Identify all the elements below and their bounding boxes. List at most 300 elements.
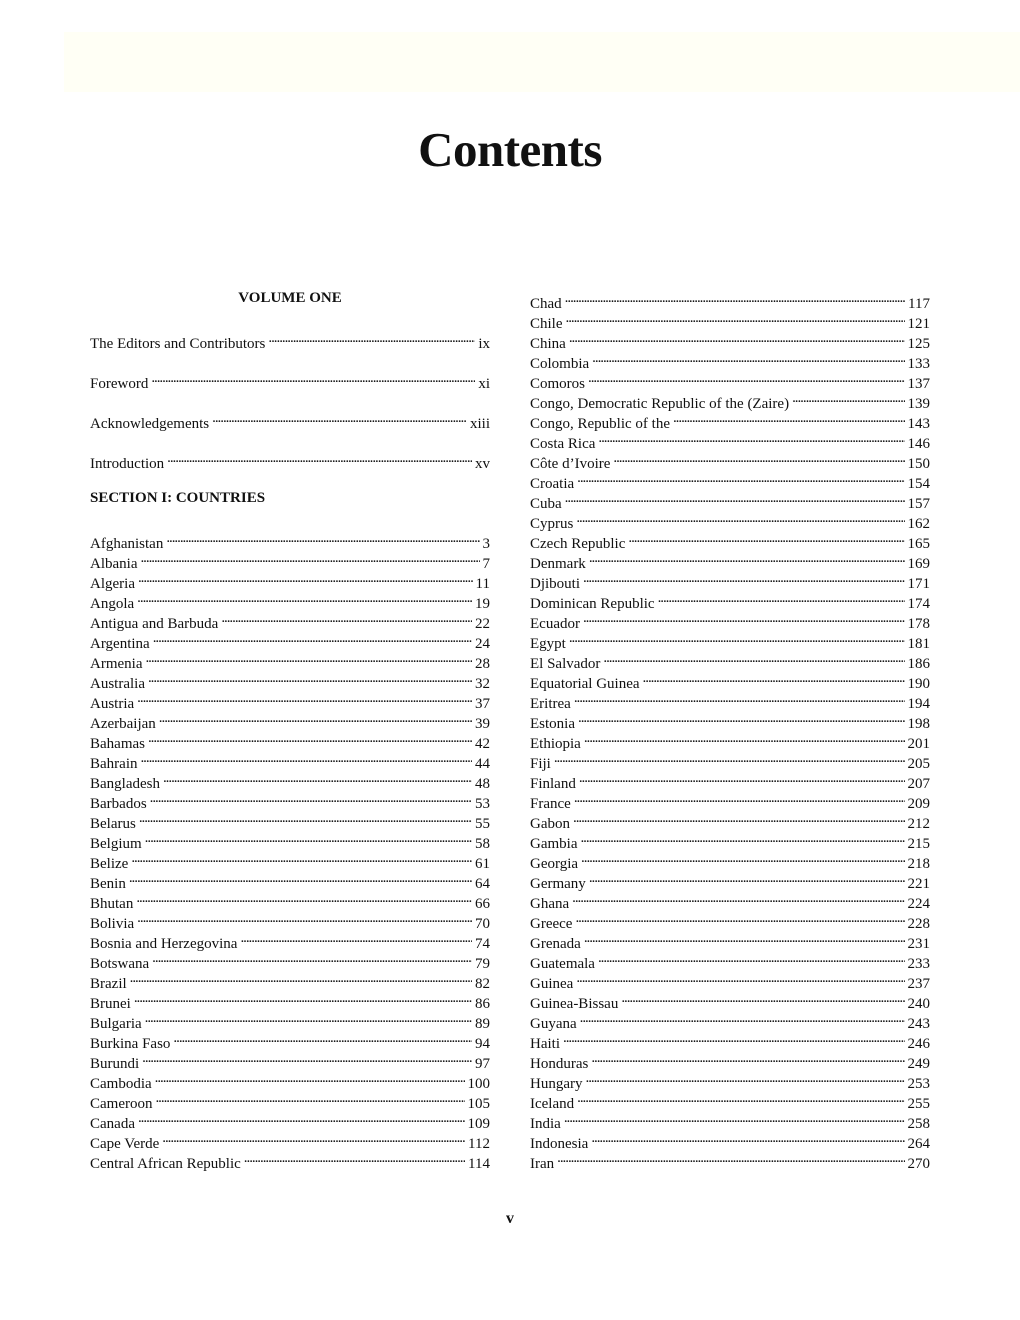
toc-entry[interactable] (530, 688, 930, 712)
toc-entry-page: 178 (905, 614, 931, 634)
toc-entry-label: Cuba (530, 496, 562, 512)
toc-entry-label: Gambia (530, 836, 578, 852)
toc-entry[interactable] (90, 908, 490, 932)
toc-entry-page: 137 (905, 374, 931, 394)
toc-entry-page: 150 (905, 454, 931, 474)
dot-leader (138, 568, 473, 588)
toc-entry-label: El Salvador (530, 656, 601, 672)
toc-entry-page: 58 (472, 834, 490, 854)
dot-leader (576, 508, 904, 528)
toc-entry-label: Comoros (530, 376, 586, 392)
dot-leader (240, 928, 472, 948)
toc-entry-page: 246 (905, 1034, 931, 1054)
toc-entry[interactable] (90, 688, 490, 712)
dot-leader (643, 668, 905, 688)
toc-entry-page: 74 (472, 934, 490, 954)
toc-entry-label: Bolivia (90, 916, 135, 932)
toc-entry[interactable] (90, 888, 490, 912)
dot-leader (588, 368, 904, 388)
toc-entry[interactable] (530, 1068, 930, 1092)
dot-leader (621, 988, 904, 1008)
dot-leader (131, 848, 472, 868)
toc-entry-label: Australia (90, 676, 145, 692)
dot-leader (584, 928, 905, 948)
dot-leader (577, 468, 904, 488)
dot-leader (574, 788, 905, 808)
dot-leader (569, 328, 905, 348)
toc-entry-page: 212 (905, 814, 931, 834)
toc-entry[interactable] (90, 588, 490, 612)
dot-leader (142, 1048, 472, 1068)
toc-entry[interactable] (530, 1108, 930, 1132)
toc-entry-label: Hungary (530, 1076, 583, 1092)
toc-entry-page: 258 (905, 1114, 931, 1134)
dot-leader (580, 828, 904, 848)
volume-heading: VOLUME ONE (238, 290, 342, 306)
toc-entry[interactable] (530, 488, 930, 512)
toc-entry[interactable] (530, 868, 930, 892)
toc-entry[interactable] (530, 908, 930, 932)
toc-entry-page: 114 (465, 1154, 490, 1174)
toc-entry[interactable] (530, 1088, 930, 1112)
toc-entry-label: Equatorial Guinea (530, 676, 640, 692)
toc-entry-page: 264 (905, 1134, 931, 1154)
toc-entry-page: xiii (467, 414, 490, 434)
toc-entry[interactable] (90, 968, 490, 992)
toc-entry-page: 186 (905, 654, 931, 674)
dot-leader (137, 688, 472, 708)
dot-leader (151, 368, 475, 388)
toc-entry-page: xv (472, 454, 490, 474)
toc-entry-label: Brunei (90, 996, 131, 1012)
toc-entry-page: 190 (905, 674, 931, 694)
toc-entry-page: 231 (905, 934, 931, 954)
toc-entry-page: 3 (480, 534, 491, 554)
dot-leader (591, 1128, 904, 1148)
toc-entry-page: 61 (472, 854, 490, 874)
toc-entry-label: Introduction (90, 456, 165, 472)
toc-entry[interactable] (90, 448, 490, 472)
toc-entry-page: 7 (480, 554, 491, 574)
dot-leader (628, 528, 904, 548)
toc-entry-label: Haiti (530, 1036, 560, 1052)
dot-leader (163, 768, 472, 788)
toc-entry-page: 207 (905, 774, 931, 794)
toc-entry-label: Fiji (530, 756, 551, 772)
toc-entry-page: 224 (905, 894, 931, 914)
dot-leader (557, 1148, 904, 1168)
dot-leader (586, 1068, 905, 1088)
toc-entry[interactable] (90, 788, 490, 812)
toc-entry-label: Germany (530, 876, 586, 892)
toc-entry[interactable] (90, 668, 490, 692)
toc-entry[interactable] (90, 1068, 490, 1092)
toc-entry-label: Guyana (530, 1016, 577, 1032)
dot-leader (153, 628, 472, 648)
dot-leader (589, 868, 905, 888)
dot-leader (673, 408, 905, 428)
toc-entry-label: Bahamas (90, 736, 145, 752)
toc-entry-page: 243 (905, 1014, 931, 1034)
toc-entry[interactable] (90, 1128, 490, 1152)
dot-leader (583, 568, 904, 588)
toc-entry[interactable] (90, 548, 490, 572)
toc-entry-label: Costa Rica (530, 436, 596, 452)
toc-entry[interactable] (530, 768, 930, 792)
toc-entry[interactable] (530, 808, 930, 832)
toc-entry-label: Bahrain (90, 756, 138, 772)
toc-entry[interactable] (90, 748, 490, 772)
dot-leader (573, 808, 905, 828)
dot-leader (155, 1068, 465, 1088)
toc-entry-label: Dominican Republic (530, 596, 655, 612)
toc-entry-page: 44 (472, 754, 490, 774)
dot-leader (592, 348, 904, 368)
dot-leader (613, 448, 904, 468)
toc-entry[interactable] (530, 528, 930, 552)
toc-entry-page: 209 (905, 794, 931, 814)
toc-entry-page: 157 (905, 494, 931, 514)
toc-entry-label: Georgia (530, 856, 579, 872)
toc-entry-page: 105 (465, 1094, 491, 1114)
toc-entry-label: France (530, 796, 571, 812)
dot-leader (565, 288, 905, 308)
toc-entry-label: Bosnia and Herzegovina (90, 936, 238, 952)
toc-entry[interactable] (530, 1028, 930, 1052)
toc-entry[interactable] (530, 928, 930, 952)
toc-entry[interactable] (530, 888, 930, 912)
dot-leader (575, 908, 904, 928)
toc-entry[interactable] (530, 988, 930, 1012)
toc-entry[interactable] (530, 708, 930, 732)
dot-leader (565, 488, 905, 508)
page-number: v (506, 1210, 514, 1227)
toc-entry-page: 32 (472, 674, 490, 694)
toc-entry[interactable] (530, 608, 930, 632)
toc-entry-label: Brazil (90, 976, 127, 992)
toc-entry-label: Cambodia (90, 1076, 152, 1092)
toc-entry-page: 82 (472, 974, 490, 994)
toc-entry[interactable] (530, 308, 930, 332)
toc-entry-label: Cape Verde (90, 1136, 160, 1152)
toc-entry[interactable] (90, 328, 490, 352)
toc-entry-page: 181 (905, 634, 931, 654)
dot-leader (159, 708, 472, 728)
toc-entry-label: Burkina Faso (90, 1036, 171, 1052)
toc-entry-page: 205 (905, 754, 931, 774)
toc-entry-page: 100 (465, 1074, 491, 1094)
dot-leader (173, 1028, 472, 1048)
toc-entry-label: Colombia (530, 356, 590, 372)
dot-leader (598, 428, 904, 448)
toc-entry-label: Antigua and Barbuda (90, 616, 219, 632)
toc-entry[interactable] (530, 1008, 930, 1032)
toc-entry[interactable] (90, 528, 490, 552)
toc-entry-label: Belarus (90, 816, 136, 832)
toc-entry[interactable] (90, 1008, 490, 1032)
dot-leader (152, 948, 472, 968)
toc-entry[interactable] (90, 408, 490, 432)
toc-entry-label: Honduras (530, 1056, 589, 1072)
toc-entry-page: 165 (905, 534, 931, 554)
toc-entry-page: 237 (905, 974, 931, 994)
toc-entry-label: Afghanistan (90, 536, 164, 552)
dot-leader (580, 1008, 905, 1028)
toc-entry-page: 28 (472, 654, 490, 674)
toc-entry-page: xi (475, 374, 490, 394)
toc-entry[interactable] (90, 1028, 490, 1052)
toc-entry-page: 221 (905, 874, 931, 894)
toc-entry[interactable] (90, 928, 490, 952)
toc-entry-label: Algeria (90, 576, 135, 592)
toc-entry-label: Bangladesh (90, 776, 160, 792)
dot-leader (137, 908, 472, 928)
dot-leader (138, 1108, 465, 1128)
toc-entry[interactable] (90, 988, 490, 1012)
toc-entry-label: Croatia (530, 476, 575, 492)
toc-entry[interactable] (90, 728, 490, 752)
dot-leader (576, 968, 904, 988)
toc-entry-label: Central African Republic (90, 1156, 241, 1172)
toc-entry-page: 11 (473, 574, 490, 594)
toc-entry-label: Iceland (530, 1096, 575, 1112)
country-list-right (530, 288, 930, 1172)
dot-leader (268, 328, 475, 348)
toc-entry-label: Indonesia (530, 1136, 589, 1152)
toc-entry[interactable] (90, 708, 490, 732)
toc-column-left (90, 288, 490, 1172)
toc-entry-label: Grenada (530, 936, 581, 952)
country-list-left (90, 528, 490, 1172)
dot-leader (584, 728, 905, 748)
toc-entry[interactable] (90, 608, 490, 632)
toc-entry[interactable] (530, 728, 930, 752)
toc-entry-label: Guatemala (530, 956, 595, 972)
toc-entry[interactable] (90, 368, 490, 392)
toc-entry-label: Burundi (90, 1056, 140, 1072)
toc-entry[interactable] (530, 1148, 930, 1172)
toc-entry-label: Czech Republic (530, 536, 626, 552)
dot-leader (145, 828, 472, 848)
toc-entry-page: 53 (472, 794, 490, 814)
toc-entry-page: 109 (465, 1114, 491, 1134)
toc-entry-page: 89 (472, 1014, 490, 1034)
toc-entry-page: 112 (465, 1134, 490, 1154)
toc-entry-page: 255 (905, 1094, 931, 1114)
dot-leader (591, 1048, 904, 1068)
toc-entry-page: ix (475, 334, 490, 354)
toc-entry-label: Benin (90, 876, 126, 892)
toc-entry[interactable] (530, 328, 930, 352)
dot-leader (569, 628, 905, 648)
dot-leader (150, 788, 472, 808)
toc-entry[interactable] (530, 828, 930, 852)
toc-entry-label: Austria (90, 696, 135, 712)
section-heading: SECTION I: COUNTRIES (90, 490, 266, 506)
dot-leader (564, 1108, 905, 1128)
toc-entry[interactable] (90, 648, 490, 672)
toc-entry-page: 201 (905, 734, 931, 754)
toc-entry-page: 218 (905, 854, 931, 874)
toc-entry-page: 233 (905, 954, 931, 974)
toc-entry[interactable] (530, 648, 930, 672)
dot-leader (658, 588, 905, 608)
dot-leader (129, 868, 472, 888)
toc-entry-label: Foreword (90, 376, 149, 392)
toc-entry[interactable] (530, 368, 930, 392)
toc-entry-page: 228 (905, 914, 931, 934)
dot-leader (579, 768, 905, 788)
toc-entry-label: Iran (530, 1156, 555, 1172)
dot-leader (148, 668, 472, 688)
toc-entry-label: Congo, Democratic Republic of the (Zaire) (530, 396, 790, 412)
toc-entry[interactable] (530, 748, 930, 772)
toc-entry-label: Barbados (90, 796, 147, 812)
toc-entry[interactable] (530, 548, 930, 572)
toc-entry-label: Cameroon (90, 1096, 153, 1112)
toc-column-right (530, 288, 930, 1172)
toc-entry[interactable] (90, 868, 490, 892)
dot-leader (137, 588, 472, 608)
toc-entry[interactable] (530, 288, 930, 312)
toc-entry-page: 240 (905, 994, 931, 1014)
toc-entry-label: Ethiopia (530, 736, 581, 752)
toc-entry-label: Chad (530, 296, 562, 312)
toc-entry-label: Congo, Republic of the (530, 416, 670, 432)
toc-entry-label: Canada (90, 1116, 135, 1132)
dot-leader (145, 1008, 472, 1028)
toc-entry-page: 19 (472, 594, 490, 614)
dot-leader (589, 548, 905, 568)
toc-entry[interactable] (90, 808, 490, 832)
toc-entry-label: Bhutan (90, 896, 134, 912)
toc-entry-page: 37 (472, 694, 490, 714)
toc-entry-label: Eritrea (530, 696, 571, 712)
dot-leader (167, 448, 472, 468)
toc-entry-page: 97 (472, 1054, 490, 1074)
toc-entry[interactable] (530, 948, 930, 972)
toc-entry-label: Bulgaria (90, 1016, 142, 1032)
toc-entry[interactable] (530, 848, 930, 872)
header-band (64, 32, 1020, 92)
dot-leader (554, 748, 905, 768)
toc-entry[interactable] (530, 508, 930, 532)
toc-entry-label: Ecuador (530, 616, 580, 632)
toc-entry-page: 146 (905, 434, 931, 454)
toc-entry[interactable] (530, 788, 930, 812)
toc-entry-label: The Editors and Contributors (90, 336, 266, 352)
toc-entry-label: Azerbaijan (90, 716, 156, 732)
toc-entry[interactable] (530, 348, 930, 372)
toc-entry-page: 139 (905, 394, 931, 414)
toc-entry-label: Armenia (90, 656, 143, 672)
toc-entry-page: 121 (905, 314, 931, 334)
dot-leader (212, 408, 467, 428)
toc-entry-page: 154 (905, 474, 931, 494)
dot-leader (581, 848, 904, 868)
dot-leader (583, 608, 905, 628)
toc-entry[interactable] (90, 768, 490, 792)
dot-leader (139, 808, 472, 828)
toc-entry[interactable] (530, 588, 930, 612)
toc-entry-page: 198 (905, 714, 931, 734)
dot-leader (244, 1148, 465, 1168)
dot-leader (166, 528, 479, 548)
toc-entry-label: Argentina (90, 636, 150, 652)
toc-entry[interactable] (530, 388, 930, 412)
toc-entry-page: 125 (905, 334, 931, 354)
dot-leader (792, 388, 904, 408)
toc-entry-page: 66 (472, 894, 490, 914)
toc-entry[interactable] (90, 1048, 490, 1072)
toc-entry-label: Finland (530, 776, 576, 792)
toc-entry[interactable] (530, 1048, 930, 1072)
toc-entry-page: 270 (905, 1154, 931, 1174)
toc-entry-label: Ghana (530, 896, 570, 912)
toc-entry[interactable] (90, 848, 490, 872)
toc-entry-label: Greece (530, 916, 573, 932)
toc-entry-label: India (530, 1116, 561, 1132)
toc-entry-label: Côte d’Ivoire (530, 456, 611, 472)
toc-entry-label: Angola (90, 596, 135, 612)
toc-entry[interactable] (530, 628, 930, 652)
toc-entry-page: 171 (905, 574, 931, 594)
toc-entry[interactable] (530, 568, 930, 592)
toc-entry[interactable] (90, 568, 490, 592)
toc-entry-label: Estonia (530, 716, 575, 732)
toc-entry[interactable] (530, 968, 930, 992)
toc-entry-page: 64 (472, 874, 490, 894)
dot-leader (566, 308, 905, 328)
toc-entry[interactable] (530, 1128, 930, 1152)
dot-leader (578, 708, 905, 728)
toc-entry[interactable] (90, 828, 490, 852)
dot-leader (572, 888, 904, 908)
toc-entry-label: Belize (90, 856, 129, 872)
toc-entry[interactable] (90, 1108, 490, 1132)
toc-entry-page: 249 (905, 1054, 931, 1074)
dot-leader (140, 548, 479, 568)
toc-entry-page: 86 (472, 994, 490, 1014)
dot-leader (162, 1128, 465, 1148)
dot-leader (148, 728, 472, 748)
toc-entry-label: Denmark (530, 556, 586, 572)
toc-entry-label: China (530, 336, 566, 352)
dot-leader (145, 648, 472, 668)
toc-entry-label: Acknowledgements (90, 416, 210, 432)
toc-entry-label: Guinea-Bissau (530, 996, 619, 1012)
toc-entry-page: 24 (472, 634, 490, 654)
toc-entry-label: Chile (530, 316, 563, 332)
toc-entry-page: 48 (472, 774, 490, 794)
toc-entry-page: 94 (472, 1034, 490, 1054)
toc-entry-page: 143 (905, 414, 931, 434)
dot-leader (221, 608, 472, 628)
toc-entry[interactable] (530, 468, 930, 492)
toc-entry-label: Cyprus (530, 516, 574, 532)
toc-entry-page: 253 (905, 1074, 931, 1094)
toc-entry-label: Gabon (530, 816, 570, 832)
dot-leader (577, 1088, 904, 1108)
toc-entry-page: 133 (905, 354, 931, 374)
toc-entry-page: 169 (905, 554, 931, 574)
toc-entry-label: Egypt (530, 636, 566, 652)
toc-entry-page: 22 (472, 614, 490, 634)
toc-entry-page: 174 (905, 594, 931, 614)
toc-entry-page: 162 (905, 514, 931, 534)
toc-entry-label: Albania (90, 556, 138, 572)
toc-entry-page: 42 (472, 734, 490, 754)
